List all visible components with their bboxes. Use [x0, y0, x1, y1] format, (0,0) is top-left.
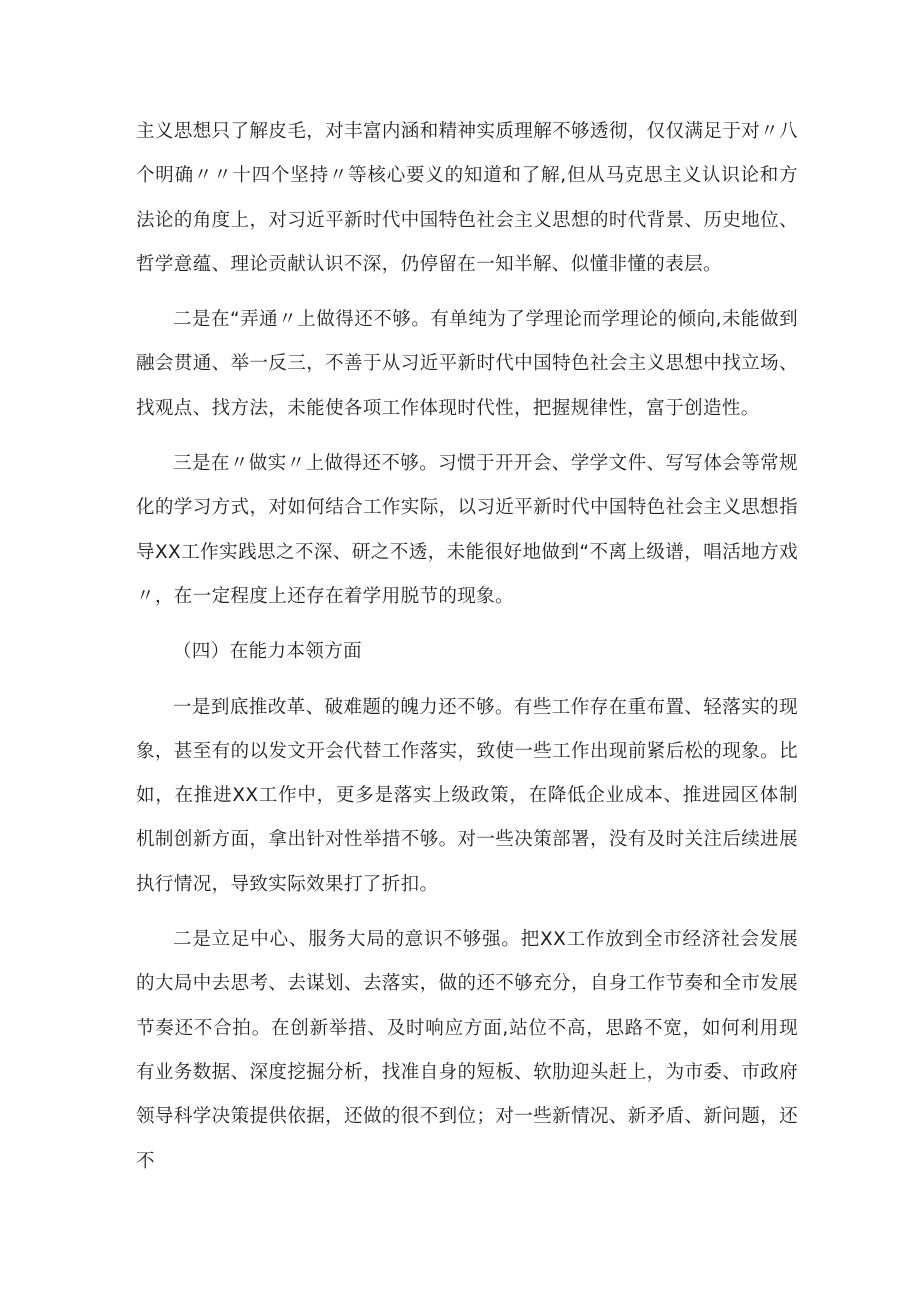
paragraph-zuoshi: 三是在〃做实〃上做得还不够。习惯于开开会、学学文件、写写体会等常规化的学习方式，对如何结合工作实际，以习近平新时代中国特色社会主义思想指导XX工作实践思之不深、研之不透，未能很好地做到“不离上级谱，唱活地方戏〃，在一定程度上还存在着学用脱节的现象。 [136, 453, 798, 607]
paragraph-serve-overall: 二是立足中心、服务大局的意识不够强。把XX工作放到全市经济社会发展的大局中去思考、去谋划、去落实，做的还不够充分，自身工作节奏和全市发展节奏还不合拍。在创新举措、及时响应方面,站位不高，思路不宽，如何利用现有业务数据、深度挖掘分析，找准自身的短板、软肋迎头赶上，为市委、市政府领导科学决策提供依据，还做的很不到位；对一些新情况、新矛盾、新问题，还不 [136, 929, 798, 1172]
paragraph-tongtong: 二是在“弄通〃上做得还不够。有单纯为了学理论而学理论的倾向,未能做到融会贯通、举一反三，不善于从习近平新时代中国特色社会主义思想中找立场、找观点、找方法，未能使各项工作体现时代性，把握规律性，富于创造性。 [136, 309, 798, 419]
document-body [136, 110, 798, 1195]
paragraph-reform-courage: 一是到底推改革、破难题的魄力还不够。有些工作存在重布置、轻落实的现象，甚至有的以发文开会代替工作落实，致使一些工作出现前紧后松的现象。比如，在推进XX工作中，更多是落实上级政策，在降低企业成本、推进园区体制机制创新方面，拿出针对性举措不够。对一些决策部署，没有及时关注后续进展执行情况，导致实际效果打了折扣。 [136, 696, 798, 895]
section-heading-ability: （四）在能力本领方面 [173, 641, 363, 663]
paragraph-continuation: 主义思想只了解皮毛，对丰富内涵和精神实质理解不够透彻，仅仅满足于对〃八个明确〃〃十四个坚持〃等核心要义的知道和了解,但从马克思主义认识论和方法论的角度上，对习近平新时代中国特色社会主义思想的时代背景、历史地位、哲学意蕴、理论贡献认识不深，仍停留在一知半解、似懂非懂的表层。 [136, 121, 798, 275]
